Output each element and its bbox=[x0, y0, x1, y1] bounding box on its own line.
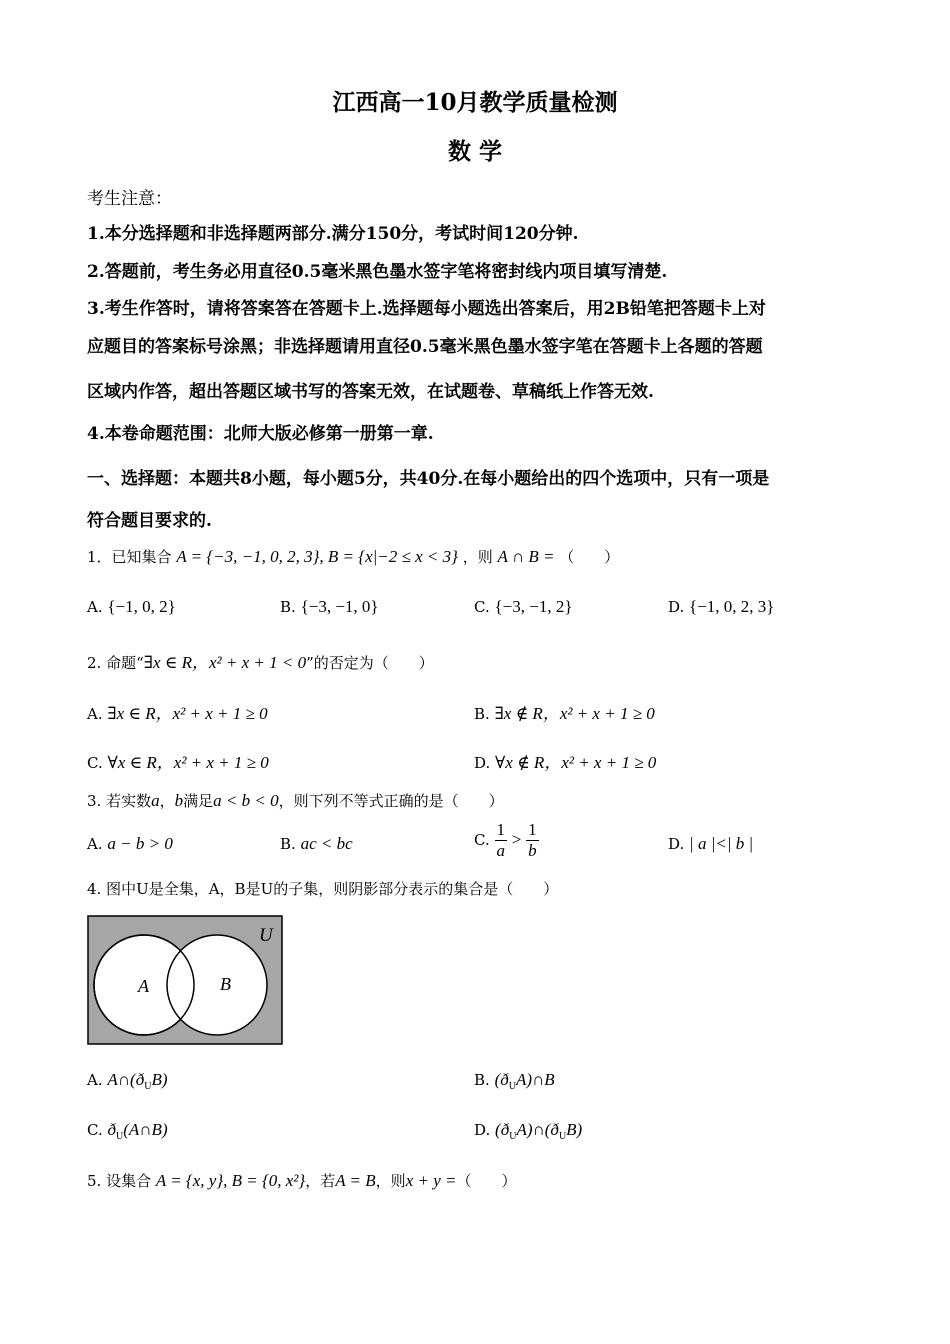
notice-item-1: 1.本分选择题和非选择题两部分.满分150分，考试时间120分钟. bbox=[87, 224, 579, 244]
option-label: D. bbox=[474, 1121, 491, 1139]
notice-heading: 考生注意： bbox=[87, 189, 172, 209]
option-text: {−1, 0, 2} bbox=[107, 597, 176, 616]
question-math: A ∩ B = bbox=[497, 547, 555, 566]
question-stem: 1．已知集合 bbox=[87, 548, 172, 566]
option-label: D. bbox=[668, 598, 685, 616]
question-stem: ， bbox=[159, 792, 175, 810]
venn-label-a: A bbox=[138, 976, 149, 996]
option-label: C. bbox=[474, 598, 490, 616]
option-2b bbox=[474, 699, 655, 724]
question-3 bbox=[87, 790, 504, 811]
notice-item-3: 3.考生作答时，请将答案答在答题卡上.选择题每小题选出答案后，用2B铅笔把答题卡上对 bbox=[87, 299, 766, 319]
option-text: {−3, −1, 0} bbox=[300, 597, 379, 616]
option-label: C. bbox=[87, 754, 103, 772]
page-title: 江西高一10月教学质量检测 bbox=[332, 89, 618, 116]
section-heading-cont: 符合题目要求的. bbox=[87, 511, 212, 531]
option-2c bbox=[87, 748, 269, 773]
option-sub: U bbox=[509, 1131, 517, 1142]
fraction-numerator: 1 bbox=[496, 820, 505, 839]
option-4a bbox=[87, 1070, 168, 1092]
option-text: {−3, −1, 2} bbox=[494, 597, 573, 616]
option-label: B. bbox=[280, 835, 296, 853]
option-text: ∃x ∉ R，x² + x + 1 ≥ 0 bbox=[494, 704, 655, 723]
option-label: D. bbox=[474, 754, 491, 772]
question-stem: ，则 bbox=[375, 1172, 406, 1190]
option-text: B) bbox=[566, 1120, 583, 1139]
question-stem: （ ） bbox=[456, 1172, 517, 1190]
venn-diagram bbox=[87, 915, 283, 1045]
venn-circle-b bbox=[167, 935, 267, 1035]
option-label: A. bbox=[87, 598, 103, 616]
venn-label-b: B bbox=[220, 974, 231, 994]
subject-title: 数 学 bbox=[447, 138, 502, 165]
fraction bbox=[495, 820, 508, 860]
question-math: a bbox=[151, 791, 160, 810]
option-sub: U bbox=[508, 1081, 516, 1092]
question-2 bbox=[87, 648, 434, 673]
option-3d bbox=[668, 834, 753, 854]
option-label: C. bbox=[474, 831, 490, 850]
option-sub: U bbox=[144, 1081, 152, 1092]
question-math: a < b < 0 bbox=[213, 791, 279, 810]
question-stem: 5. 设集合 bbox=[87, 1172, 152, 1190]
option-sub: U bbox=[558, 1131, 567, 1142]
option-1a bbox=[87, 597, 176, 617]
option-text: A)∩B bbox=[515, 1070, 555, 1089]
option-text: ∀x ∉ R，x² + x + 1 ≥ 0 bbox=[495, 753, 657, 772]
option-4c bbox=[87, 1120, 168, 1142]
option-operator: > bbox=[511, 830, 522, 850]
option-text: ð bbox=[107, 1120, 116, 1139]
option-text: (ð bbox=[495, 1120, 510, 1139]
option-text: | a |<| b | bbox=[689, 834, 754, 853]
option-3b bbox=[280, 834, 353, 854]
question-stem: 满足 bbox=[183, 792, 214, 810]
notice-item-4: 4.本卷命题范围：北师大版必修第一册第一章. bbox=[87, 424, 434, 444]
option-1c bbox=[474, 597, 573, 617]
question-stem: ，则下列不等式正确的是（ ） bbox=[278, 792, 504, 810]
option-1b bbox=[280, 597, 379, 617]
question-math: A = {x, y}, B = {0, x²} bbox=[155, 1171, 306, 1190]
notice-item-3-cont2: 区域内作答，超出答题区域书写的答案无效，在试题卷、草稿纸上作答无效. bbox=[87, 382, 654, 402]
question-1 bbox=[87, 546, 619, 567]
venn-label-u: U bbox=[259, 925, 273, 946]
option-text: ac < bc bbox=[300, 834, 353, 853]
notice-item-2: 2.答题前，考生务必用直径0.5毫米黑色墨水签字笔将密封线内项目填写清楚. bbox=[87, 262, 668, 282]
option-label: A. bbox=[87, 835, 103, 853]
option-text: a − b > 0 bbox=[107, 834, 173, 853]
option-label: A. bbox=[87, 1071, 103, 1089]
option-2a bbox=[87, 699, 268, 724]
option-3a bbox=[87, 834, 173, 854]
option-label: B. bbox=[474, 1071, 490, 1089]
option-text: (ð bbox=[494, 1070, 509, 1089]
option-label: B. bbox=[280, 598, 296, 616]
option-4b bbox=[474, 1070, 555, 1092]
question-4: 4. 图中U是全集，A，B是U的子集，则阴影部分表示的集合是（ ） bbox=[87, 880, 559, 898]
fraction bbox=[526, 820, 539, 860]
option-text: (A∩B) bbox=[123, 1120, 168, 1139]
question-math: ∃x ∈ R，x² + x + 1 < 0 bbox=[143, 653, 307, 672]
notice-item-3-cont: 应题目的答案标号涂黑；非选择题请用直径0.5毫米黑色墨水签字笔在答题卡上各题的答题 bbox=[87, 337, 763, 357]
question-stem: ”的否定为（ ） bbox=[306, 654, 434, 672]
option-4d bbox=[474, 1120, 582, 1142]
fraction-numerator: 1 bbox=[528, 820, 537, 839]
option-sub: U bbox=[116, 1131, 124, 1142]
question-stem: 3. 若实数 bbox=[87, 792, 152, 810]
option-text: A)∩(ð bbox=[516, 1120, 559, 1139]
question-math: x + y = bbox=[405, 1171, 457, 1190]
fraction-denominator: a bbox=[496, 840, 505, 860]
section-heading: 一、选择题：本题共8小题，每小题5分，共40分.在每小题给出的四个选项中，只有一项是 bbox=[87, 469, 770, 489]
option-text: ∀x ∈ R，x² + x + 1 ≥ 0 bbox=[107, 753, 269, 772]
option-text: {−1, 0, 2, 3} bbox=[689, 597, 775, 616]
option-3c bbox=[474, 820, 539, 860]
option-label: B. bbox=[474, 705, 490, 723]
option-2d bbox=[474, 748, 656, 773]
question-stem: ，则 bbox=[462, 548, 493, 566]
option-label: D. bbox=[668, 835, 685, 853]
option-1d bbox=[668, 597, 774, 617]
option-label: A. bbox=[87, 705, 103, 723]
question-math: A = B bbox=[335, 1171, 376, 1190]
question-stem: 2. 命题“ bbox=[87, 654, 144, 672]
option-text: ∃x ∈ R，x² + x + 1 ≥ 0 bbox=[107, 704, 268, 723]
fraction-denominator: b bbox=[528, 840, 537, 860]
question-math: b bbox=[174, 791, 184, 810]
question-stem: ，若 bbox=[305, 1172, 336, 1190]
question-stem: （ ） bbox=[559, 548, 620, 566]
option-text: B) bbox=[151, 1070, 168, 1089]
option-label: C. bbox=[87, 1121, 103, 1139]
question-5 bbox=[87, 1170, 517, 1191]
option-text: A∩(ð bbox=[107, 1070, 145, 1089]
question-math: A = {−3, −1, 0, 2, 3}, B = {x|−2 ≤ x < 3} bbox=[176, 547, 458, 566]
